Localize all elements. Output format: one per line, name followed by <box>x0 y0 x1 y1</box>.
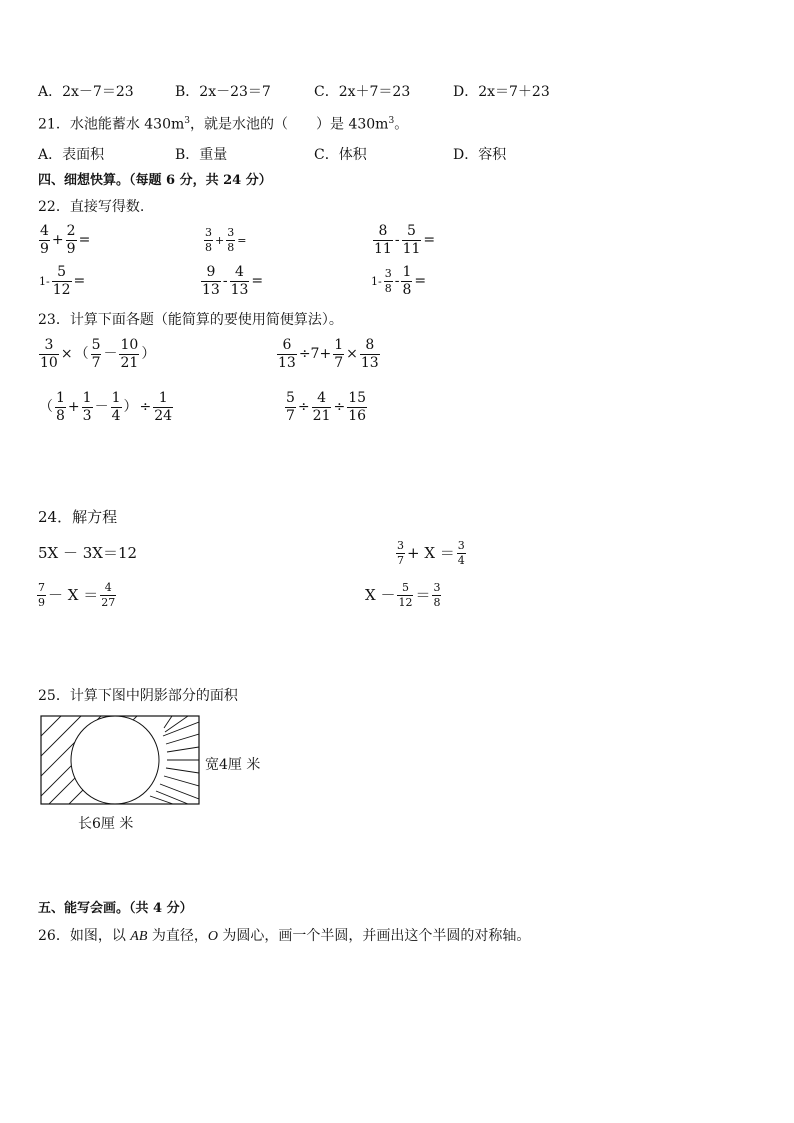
q21-option-d: D．容积 <box>453 147 507 163</box>
q22-title: 22．直接写得数. <box>38 199 145 215</box>
q23-expr-1: $\frac{3}{10}$ × （ $\frac{5}{7}$ － $\frac{10}{21}$ ） <box>40 337 156 371</box>
q23-title: 23．计算下面各题（能简算的要使用简便算法）。 <box>38 312 343 328</box>
q22-expr-3: $\frac{8}{11}$ - $\frac{5}{11}$ = <box>374 223 436 257</box>
q23-expr-2: $\frac{6}{13}$ ÷7+ $\frac{1}{7}$ × $\frac{8}{13}$ <box>278 337 379 371</box>
q21-option-a: A．表面积 <box>38 147 105 163</box>
section5-title: 五、能写会画。（共 4 分） <box>38 901 193 916</box>
q22-expr-5: $\frac{9}{13}$ - $\frac{4}{13}$ = <box>202 264 264 298</box>
width-label: 宽4厘 米 <box>205 757 261 773</box>
q23-expr-4: $\frac{5}{7}$ ÷ $\frac{4}{21}$ ÷ $\frac{15}{16}$ <box>286 390 367 424</box>
q22-expr-6: 1- $\frac{3}{8}$ - $\frac{1}{8}$ = <box>371 264 427 298</box>
q24-eq-2: $\frac{3}{7}$ + X ＝ $\frac{3}{4}$ <box>397 539 465 567</box>
q21-option-c: C．体积 <box>314 147 367 163</box>
q24-title: 24．解方程 <box>38 508 118 526</box>
q22-expr-2: $\frac{3}{8}$ + $\frac{3}{8}$ = <box>205 226 247 254</box>
shaded-area-figure <box>38 714 203 807</box>
q20-option-a: A．2x－7＝23 <box>38 84 134 100</box>
q24-eq-4: X － $\frac{5}{12}$ ＝ $\frac{3}{8}$ <box>365 581 441 609</box>
q24-eq-3: $\frac{7}{9}$ － X ＝ $\frac{4}{27}$ <box>38 581 116 609</box>
q24-eq-1: 5X － 3X＝12 <box>38 544 138 562</box>
q23-expr-3: （ $\frac{1}{8}$ + $\frac{1}{3}$ － $\frac{1}{4}$ ） ÷ $\frac{1}{24}$ <box>39 390 173 424</box>
q25-title: 25．计算下图中阴影部分的面积 <box>38 688 238 704</box>
q22-expr-4: 1- $\frac{5}{12}$ = <box>39 264 86 298</box>
q20-option-c: C．2x＋7＝23 <box>314 84 411 100</box>
q22-expr-1: $\frac{4}{9}$ + $\frac{2}{9}$ = <box>40 223 91 257</box>
length-label: 长6厘 米 <box>78 816 134 832</box>
q20-option-d: D．2x＝7＋23 <box>453 84 550 100</box>
q20-option-b: B．2x－23＝7 <box>175 84 271 100</box>
q26-question: 26．如图，以 AB 为直径，O 为圆心，画一个半圆，并画出这个半圆的对称轴。 <box>38 928 531 944</box>
section4-title: 四、细想快算。（每题 6 分，共 24 分） <box>38 173 272 188</box>
q21-question: 21．水池能蓄水 $430m^3$，就是水池的（ ）是 $430m^3$。 <box>38 116 409 133</box>
q21-option-b: B．重量 <box>175 147 228 163</box>
